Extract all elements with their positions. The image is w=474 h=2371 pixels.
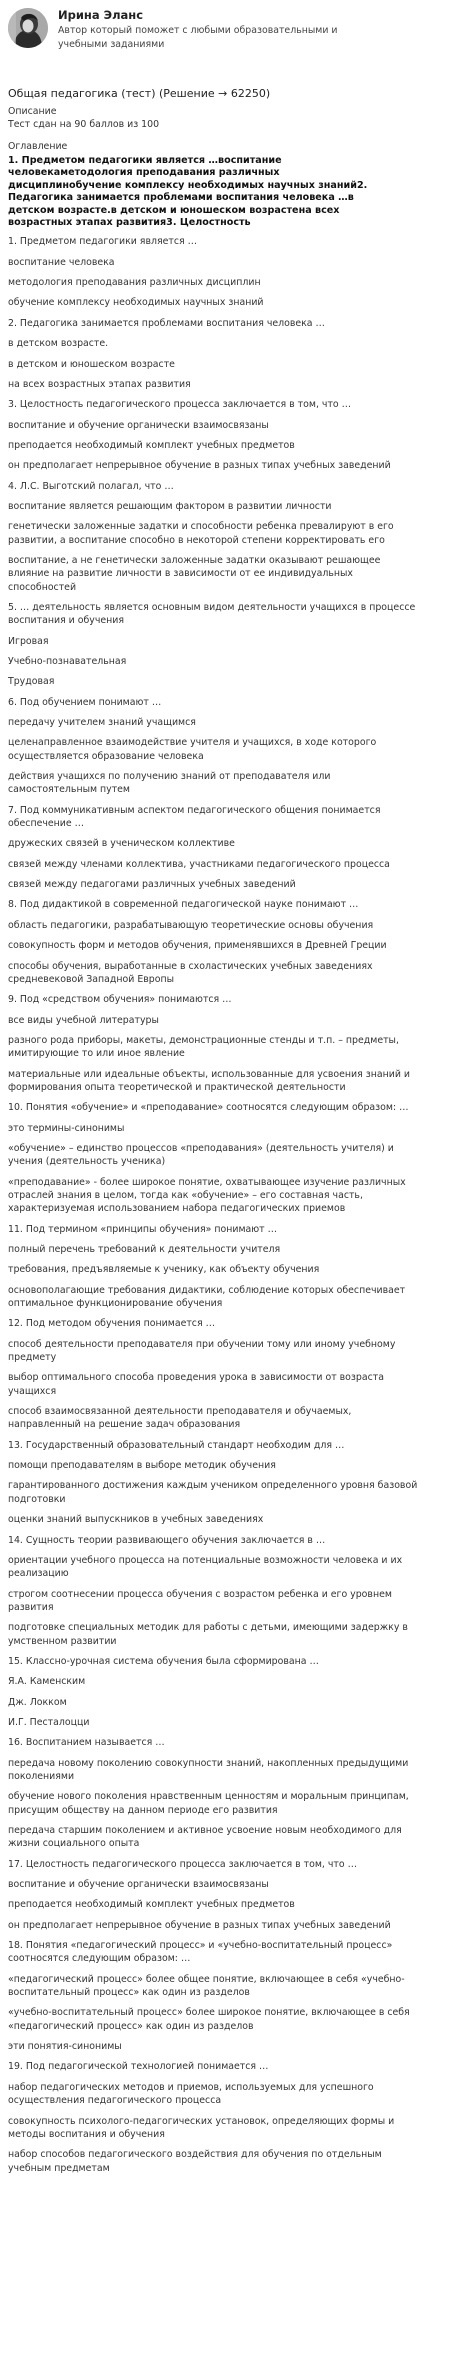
answer-option: [8, 1919, 467, 1932]
spacer: [8, 953, 467, 960]
spacer: [8, 2074, 467, 2081]
question-line: 3. Целостность педагогического процесса заключается в том, что …: [8, 399, 351, 411]
question-line: 12. Под методом обучения понимается …: [8, 1318, 215, 1330]
answer-option: [8, 1696, 467, 1709]
question-line: воспитания и обучения: [8, 615, 124, 627]
answer-option: [8, 419, 467, 432]
answer-line: Игровая: [8, 635, 49, 647]
answer-line: строгом соотнесении процесса обучения с возрастом ребенка и его уровнем: [8, 1588, 392, 1600]
spacer: [8, 1783, 467, 1790]
question-line: 14. Сущность теории развивающего обучения заключается в …: [8, 1534, 326, 1546]
spacer: [8, 1452, 467, 1459]
answer-option: [8, 2081, 467, 2108]
spacer: [8, 289, 467, 296]
toc-line: детском возрасте.в детском и юношеском возрастена всех: [8, 204, 340, 216]
spacer: [8, 1432, 467, 1439]
spacer: [8, 1932, 467, 1939]
answer-line: влияние на развитие личности в зависимости от ее индивидуальных: [8, 568, 353, 580]
answer-option: [8, 1479, 467, 1506]
question-text: [8, 235, 467, 248]
author-header: [8, 6, 467, 84]
question-line: 10. Понятия «обучение» и «преподавание» соотносятся следующим образом: …: [8, 1102, 409, 1114]
question-text: [8, 2060, 467, 2073]
spacer: [8, 594, 467, 601]
spacer: [8, 2053, 467, 2060]
answer-line: воспитание является решающим фактором в развитии личности: [8, 500, 332, 512]
answer-line: все виды учебной литературы: [8, 1014, 159, 1026]
question-line: 4. Л.С. Выготский полагал, что …: [8, 480, 174, 492]
answer-line: совокупность психолого-педагогических установок, определяющих формы и: [8, 2115, 395, 2127]
author-description-line: учебными заданиями: [58, 38, 165, 50]
answer-line: обучение нового поколения нравственным ценностям и моральным принципам,: [8, 1791, 409, 1803]
spacer: [8, 391, 467, 398]
answer-line: И.Г. Песталоцци: [8, 1716, 90, 1728]
answer-option: [8, 1878, 467, 1891]
question-line: 1. Предметом педагогики является …: [8, 236, 197, 248]
answer-line: требования, предъявляемые к ученику, как объекту обучения: [8, 1264, 320, 1276]
spacer: [8, 1668, 467, 1675]
question-text: [8, 1439, 467, 1452]
answer-line: передача старшим поколением и активное усвоение новым необходимого для: [8, 1825, 402, 1837]
answer-line: учебным предметам: [8, 2162, 110, 2174]
spacer: [8, 547, 467, 554]
answer-line: на всех возрастных этапах развития: [8, 378, 191, 390]
spacer: [8, 1547, 467, 1554]
answer-line: способ взаимосвязанной деятельности преподавателя и обучаемых,: [8, 1406, 352, 1418]
answer-line: «учебно-воспитательный процесс» более широкое понятие, включающее в себя: [8, 2007, 410, 2019]
question-text: [8, 1655, 467, 1668]
answer-line: в детском и юношеском возрасте: [8, 358, 175, 370]
answer-line: преподается необходимый комплект учебных предметов: [8, 1899, 295, 1911]
question-text: [8, 480, 467, 493]
toc-label: Оглавление: [8, 141, 68, 153]
spacer: [8, 310, 467, 317]
answer-line: он предполагает непрерывное обучение в разных типах учебных заведений: [8, 460, 391, 472]
spacer: [8, 1750, 467, 1757]
answer-option: [8, 1898, 467, 1911]
answer-option: [8, 1757, 467, 1784]
answer-option: [8, 939, 467, 952]
answer-line: генетически заложенные задатки и способности ребенка превалируют в его: [8, 521, 394, 533]
answer-line: эти понятия-синонимы: [8, 2041, 122, 2053]
answer-line: преподается необходимый комплект учебных предметов: [8, 439, 295, 451]
answer-line: материальные или идеальные объекты, использованные для усвоения знаний и: [8, 1068, 411, 1080]
answer-line: оценки знаний выпускников в учебных заведениях: [8, 1514, 264, 1526]
spacer: [8, 1891, 467, 1898]
answer-line: передачу учителем знаний учащимся: [8, 717, 196, 729]
spacer: [8, 1331, 467, 1338]
question-line: 5. … деятельность является основным видом деятельности учащихся в процессе: [8, 601, 416, 613]
author-name[interactable]: Ирина Эланс: [58, 8, 144, 22]
question-line: 9. Под «средством обучения» понимаются …: [8, 994, 232, 1006]
spacer: [8, 932, 467, 939]
toc-line: Педагогика занимается проблемами воспитания человека …в: [8, 192, 354, 204]
spacer: [8, 1912, 467, 1919]
answer-line: реализацию: [8, 1568, 69, 1580]
answer-option: [8, 837, 467, 850]
spacer: [8, 2175, 467, 2182]
answer-option: [8, 1122, 467, 1135]
spacer: [8, 830, 467, 837]
spacer: [8, 432, 467, 439]
spacer: [8, 1094, 467, 1101]
answer-option: [8, 1405, 467, 1432]
answer-option: [8, 1973, 467, 2000]
spacer: [8, 473, 467, 480]
answer-option: [8, 276, 467, 289]
question-line: 6. Под обучением понимают …: [8, 696, 162, 708]
spacer: [8, 371, 467, 378]
answer-line: набор способов педагогического воздействия для обучения по отдельным: [8, 2149, 382, 2161]
description-label: Описание: [8, 105, 57, 117]
spacer: [8, 493, 467, 500]
answer-line: «обучение» – единство процессов «преподавания» (деятельность учителя) и: [8, 1142, 394, 1154]
spacer: [8, 797, 467, 804]
answer-option: [8, 1554, 467, 1581]
question-text: [8, 1736, 467, 1749]
answer-option: [8, 655, 467, 668]
spacer: [8, 1364, 467, 1371]
answer-option: [8, 1243, 467, 1256]
answer-line: «педагогический процесс» более общее понятие, включающее в себя «учебно-: [8, 1973, 405, 1985]
answer-line: умственном развитии: [8, 1635, 117, 1647]
question-line: 13. Государственный образовательный стандарт необходим для …: [8, 1439, 345, 1451]
toc-line: 1. Предметом педагогики является …воспитание: [8, 154, 282, 166]
toc-line: возрастных этапах развития3. Целостность: [8, 216, 251, 228]
spacer: [8, 648, 467, 655]
answer-line: присущим обществу на данном периоде его развития: [8, 1804, 278, 1816]
answer-line: это термины-синонимы: [8, 1122, 125, 1134]
author-description-line: Автор который поможет с любыми образовательными и: [58, 25, 338, 37]
question-text: [8, 601, 467, 628]
question-text: [8, 804, 467, 831]
question-line: 15. Классно-урочная система обучения была сформирована …: [8, 1655, 319, 1667]
score-text: Тест сдан на 90 баллов из 100: [8, 118, 160, 130]
test-title: Общая педагогика (тест) (Решение → 62250): [8, 87, 271, 100]
answer-option: [8, 736, 467, 763]
question-list: [8, 235, 467, 2181]
spacer: [8, 330, 467, 337]
answer-line: передача новому поколению совокупности знаний, накопленных предыдущими: [8, 1757, 409, 1769]
answer-option: [8, 520, 467, 547]
answer-option: [8, 1371, 467, 1398]
spacer: [8, 1709, 467, 1716]
spacer: [8, 1999, 467, 2006]
question-text: [8, 1223, 467, 1236]
answer-option: [8, 1034, 467, 1061]
spacer: [8, 1398, 467, 1405]
question-text: [8, 398, 467, 411]
answer-option: [8, 378, 467, 391]
spacer: [8, 1061, 467, 1068]
spacer: [8, 851, 467, 858]
answer-line: набор педагогических методов и приемов, используемых для успешного: [8, 2081, 374, 2093]
question-line: 16. Воспитанием называется …: [8, 1737, 165, 1749]
question-text: [8, 898, 467, 911]
spacer: [8, 689, 467, 696]
answer-line: Дж. Локком: [8, 1696, 67, 1708]
spacer: [8, 1506, 467, 1513]
spacer: [8, 891, 467, 898]
answer-line: жизни социального опыта: [8, 1838, 140, 1850]
spacer: [8, 1689, 467, 1696]
answer-line: имитирующие то или иное явление: [8, 1048, 185, 1060]
answer-option: [8, 358, 467, 371]
answer-line: выбор оптимального способа проведения урока в зависимости от возраста: [8, 1372, 384, 1384]
spacer: [8, 1135, 467, 1142]
spacer: [8, 2033, 467, 2040]
spacer: [8, 1648, 467, 1655]
answer-line: осуществления педагогического процесса: [8, 2095, 222, 2107]
answer-option: [8, 337, 467, 350]
answer-option: [8, 858, 467, 871]
spacer: [8, 1851, 467, 1858]
answer-option: [8, 439, 467, 452]
answer-line: формирования опыта теоретической и практической деятельности: [8, 1081, 346, 1093]
answer-line: Учебно-познавательная: [8, 656, 127, 668]
answer-option: [8, 1338, 467, 1365]
author-info: [58, 6, 337, 51]
answer-option: [8, 1459, 467, 1472]
spacer: [8, 709, 467, 716]
answer-option: [8, 770, 467, 797]
answer-line: способ деятельности преподавателя при обучении тому или иному учебному: [8, 1338, 396, 1350]
spacer: [8, 1871, 467, 1878]
spacer: [8, 1472, 467, 1479]
answer-option: [8, 2148, 467, 2175]
answer-option: [8, 1716, 467, 1729]
answer-line: связей между членами коллектива, участниками педагогического процесса: [8, 858, 390, 870]
answer-option: [8, 1284, 467, 1311]
answer-line: воспитание, а не генетически заложенные задатки оказывают решающее: [8, 554, 381, 566]
spacer: [8, 912, 467, 919]
spacer: [8, 1007, 467, 1014]
answer-line: развитии, а воспитание способно в некоторой степени корректировать его: [8, 534, 385, 546]
spacer: [8, 1614, 467, 1621]
question-line: 7. Под коммуникативным аспектом педагогического общения понимается: [8, 804, 381, 816]
answer-line: в детском возрасте.: [8, 338, 109, 350]
spacer: [8, 1277, 467, 1284]
answer-line: полный перечень требований к деятельности учителя: [8, 1244, 281, 1256]
answer-line: воспитательный процесс» как один из разделов: [8, 1987, 250, 1999]
answer-option: [8, 1176, 467, 1216]
spacer: [8, 412, 467, 419]
answer-option: [8, 878, 467, 891]
answer-line: гарантированного достижения каждым учеником определенного уровня базовой: [8, 1480, 418, 1492]
answer-option: [8, 1142, 467, 1169]
spacer: [8, 1256, 467, 1263]
spacer: [8, 1216, 467, 1223]
spacer: [8, 1581, 467, 1588]
answer-option: [8, 1068, 467, 1095]
answer-option: [8, 1588, 467, 1615]
answer-line: развития: [8, 1601, 54, 1613]
spacer: [8, 1966, 467, 1973]
answer-line: он предполагает непрерывное обучение в разных типах учебных заведений: [8, 1919, 391, 1931]
answer-line: методология преподавания различных дисциплин: [8, 277, 261, 289]
spacer: [8, 249, 467, 256]
answer-option: [8, 919, 467, 932]
toc-line: дисциплинобучение комплексу необходимых научных знаний2.: [8, 179, 368, 191]
answer-line: обучение комплексу необходимых научных знаний: [8, 297, 264, 309]
answer-line: отраслей знания в целом, тогда как «обучение» – его составная часть,: [8, 1189, 363, 1201]
answer-option: [8, 554, 467, 594]
spacer: [8, 513, 467, 520]
answer-line: воспитание и обучение органически взаимосвязаны: [8, 419, 269, 431]
answer-line: целенаправленное взаимодействие учителя и учащихся, в ходе которого: [8, 737, 377, 749]
spacer: [8, 628, 467, 635]
answer-line: разного рода приборы, макеты, демонстрационные стенды и т.п. – предметы,: [8, 1034, 399, 1046]
answer-option: [8, 256, 467, 269]
answer-option: [8, 635, 467, 648]
answer-line: совокупность форм и методов обучения, применявшихся в Древней Греции: [8, 940, 387, 952]
answer-line: ориентации учебного процесса на потенциальные возможности человека и их: [8, 1554, 403, 1566]
question-text: [8, 317, 467, 330]
question-text: [8, 1101, 467, 1114]
question-text: [8, 1317, 467, 1330]
question-text: [8, 1534, 467, 1547]
answer-line: «преподавание» - более широкое понятие, охватывающее изучение различных: [8, 1176, 406, 1188]
answer-line: направленный на решение задач образования: [8, 1419, 241, 1431]
spacer: [8, 1027, 467, 1034]
spacer: [8, 986, 467, 993]
answer-line: область педагогики, разрабатывающую теоретические основы обучения: [8, 919, 374, 931]
answer-option: [8, 296, 467, 309]
spacer: [8, 1729, 467, 1736]
answer-line: связей между педагогами различных учебных заведений: [8, 879, 296, 891]
answer-option: [8, 459, 467, 472]
spacer: [8, 1169, 467, 1176]
answer-option: [8, 716, 467, 729]
spacer: [8, 2108, 467, 2115]
answer-line: учения (деятельность ученика): [8, 1156, 166, 1168]
answer-line: учащихся: [8, 1385, 57, 1397]
question-text: [8, 1939, 467, 1966]
spacer: [8, 1817, 467, 1824]
avatar-image: [8, 8, 48, 48]
answer-line: характеризуемая использованием набора педагогических приемов: [8, 1203, 346, 1215]
answer-option: [8, 1621, 467, 1648]
answer-line: предмету: [8, 1352, 57, 1364]
toc-text: [8, 155, 467, 230]
question-line: обеспечение …: [8, 818, 84, 830]
question-line: 11. Под термином «принципы обучения» понимают …: [8, 1223, 277, 1235]
spacer: [8, 269, 467, 276]
answer-option: [8, 675, 467, 688]
question-line: 18. Понятия «педагогический процесс» и «учебно-воспитательный процесс»: [8, 1940, 393, 1952]
answer-line: методы воспитания и обучения: [8, 2128, 165, 2140]
question-line: 2. Педагогика занимается проблемами воспитания человека …: [8, 317, 325, 329]
answer-option: [8, 1790, 467, 1817]
question-text: [8, 1858, 467, 1871]
answer-line: средневековой Западной Европы: [8, 973, 174, 985]
spacer: [8, 763, 467, 770]
answer-line: подготовке специальных методик для работы с детьми, имеющими задержку в: [8, 1622, 408, 1634]
question-text: [8, 696, 467, 709]
answer-option: [8, 500, 467, 513]
avatar[interactable]: [8, 8, 48, 48]
answer-option: [8, 1014, 467, 1027]
answer-line: способы обучения, выработанные в схоластических учебных заведениях: [8, 960, 373, 972]
answer-line: помощи преподавателям в выборе методик обучения: [8, 1460, 276, 1472]
answer-line: поколениями: [8, 1770, 75, 1782]
answer-option: [8, 1513, 467, 1526]
answer-line: основополагающие требования дидактики, соблюдение которых обеспечивает: [8, 1284, 406, 1296]
answer-line: воспитание и обучение органически взаимосвязаны: [8, 1879, 269, 1891]
answer-option: [8, 1824, 467, 1851]
answer-line: Я.А. Каменским: [8, 1676, 86, 1688]
spacer: [8, 1236, 467, 1243]
question-line: 19. Под педагогической технологией понимается …: [8, 2061, 269, 2073]
spacer: [8, 452, 467, 459]
answer-line: «педагогический процесс» как один из разделов: [8, 2020, 254, 2032]
spacer: [8, 1115, 467, 1122]
answer-line: способностей: [8, 581, 77, 593]
answer-line: оптимальное функционирование обучения: [8, 1298, 223, 1310]
spacer: [8, 729, 467, 736]
question-text: [8, 993, 467, 1006]
toc-line: человекаметодология преподавания различных: [8, 167, 280, 179]
answer-line: самостоятельным путем: [8, 784, 131, 796]
answer-option: [8, 1675, 467, 1688]
answer-line: подготовки: [8, 1493, 66, 1505]
spacer: [8, 668, 467, 675]
answer-line: дружеских связей в ученическом коллективе: [8, 838, 235, 850]
answer-option: [8, 2040, 467, 2053]
question-line: 8. Под дидактикой в современной педагогической науке понимают …: [8, 899, 359, 911]
answer-option: [8, 2115, 467, 2142]
answer-line: действия учащихся по получению знаний от преподавателя или: [8, 771, 331, 783]
spacer: [8, 1527, 467, 1534]
answer-option: [8, 960, 467, 987]
spacer: [8, 871, 467, 878]
spacer: [8, 1310, 467, 1317]
answer-line: Трудовая: [8, 676, 55, 688]
question-line: 17. Целостность педагогического процесса заключается в том, что …: [8, 1858, 357, 1870]
answer-line: воспитание человека: [8, 256, 115, 268]
spacer: [8, 351, 467, 358]
spacer: [8, 2141, 467, 2148]
answer-line: осуществляется образование человека: [8, 750, 204, 762]
answer-option: [8, 1263, 467, 1276]
question-line: соотносятся следующим образом: …: [8, 1953, 191, 1965]
answer-option: [8, 2006, 467, 2033]
author-description: [58, 24, 337, 51]
